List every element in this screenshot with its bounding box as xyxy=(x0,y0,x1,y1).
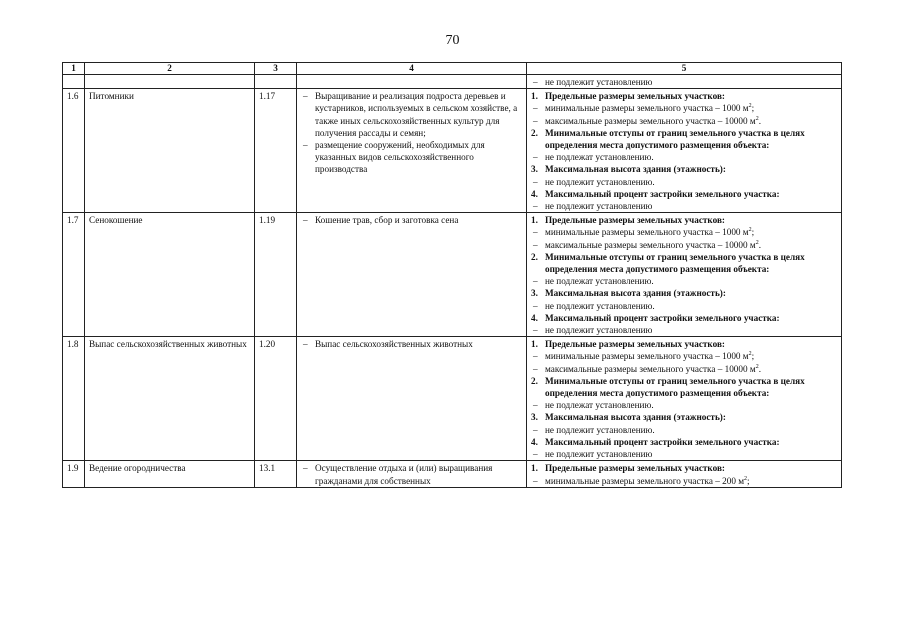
param-heading: Максимальная высота здания (этажность): xyxy=(545,164,726,175)
description-item: – Осуществление отдыха и (или) выращивания гражданами для собственных xyxy=(301,462,522,486)
parameters-cell: 1. Предельные размеры земельных участков: – минимальные размеры земельного участка – 1000 $м^2$; – максимальные размеры земельного участка – 10000 $м^2$. 2. Минимальные отступы от границ земельного участка в целях определения места допустимого размещения объекта: – не подлежат установлению. 3. Максимальная высота здания (этажность): – не подлежит установлению. 4. Максимальный процент застройки земельного участка: – не подлежит установлению xyxy=(527,213,842,337)
param-value: минимальные размеры земельного участка – 1000 м xyxy=(545,227,749,238)
param-value: минимальные размеры земельного участка – 200 м xyxy=(545,475,745,486)
param-value: не подлежит установлению xyxy=(545,449,653,460)
column-header-5: 5 xyxy=(527,63,842,75)
param-value: не подлежит установлению xyxy=(545,325,653,336)
param-value: минимальные размеры земельного участка – 1000 м xyxy=(545,351,749,362)
param-heading: Максимальная высота здания (этажность): xyxy=(545,412,726,423)
param-value: не подлежат установлению. xyxy=(545,276,654,287)
param-heading: Минимальные отступы от границ земельного участка в целях определения места допустимого размещения объекта: xyxy=(545,251,805,275)
row-number: 1.6 xyxy=(63,89,85,213)
row-number: 1.9 xyxy=(63,461,85,487)
column-header-3: 3 xyxy=(255,63,297,75)
param-heading: Максимальная высота здания (этажность): xyxy=(545,288,726,299)
param-value: не подлежат установлению. xyxy=(545,152,654,163)
parameters-cell: 1. Предельные размеры земельных участков: – минимальные размеры земельного участка – 200 $м^2$; xyxy=(527,461,842,487)
land-use-description xyxy=(297,89,527,213)
land-use-code: 1.20 xyxy=(255,337,297,461)
table-row xyxy=(63,461,842,487)
land-use-name: Сенокошение xyxy=(85,213,255,337)
land-use-name: Выпас сельскохозяйственных животных xyxy=(85,337,255,461)
param-heading: Минимальные отступы от границ земельного участка в целях определения места допустимого размещения объекта: xyxy=(545,127,805,151)
land-use-code: 1.17 xyxy=(255,89,297,213)
param-value: максимальные размеры земельного участка – 10000 м xyxy=(545,115,756,126)
param-value: не подлежит установлению. xyxy=(545,424,655,435)
parameters-cell: 1. Предельные размеры земельных участков: – минимальные размеры земельного участка – 1000 $м^2$; – максимальные размеры земельного участка – 10000 $м^2$. 2. Минимальные отступы от границ земельного участка в целях определения места допустимого размещения объекта: – не подлежат установлению. 3. Максимальная высота здания (этажность): – не подлежит установлению. 4. Максимальный процент застройки земельного участка: – не подлежит установлению xyxy=(527,337,842,461)
param-heading: Предельные размеры земельных участков: xyxy=(545,91,725,102)
param-heading: Предельные размеры земельных участков: xyxy=(545,463,725,474)
param-heading: Максимальный процент застройки земельного участка: xyxy=(545,312,780,323)
column-header-1: 1 xyxy=(63,63,85,75)
param-heading: Минимальные отступы от границ земельного участка в целях определения места допустимого размещения объекта: xyxy=(545,375,805,399)
param-value: не подлежит установлению. xyxy=(545,300,655,311)
regulations-table xyxy=(62,62,842,488)
parameters-cell: 1. Предельные размеры земельных участков: – минимальные размеры земельного участка – 1000 $м^2$; – максимальные размеры земельного участка – 10000 $м^2$. 2. Минимальные отступы от границ земельного участка в целях определения места допустимого размещения объекта: – не подлежат установлению. 3. Максимальная высота здания (этажность): – не подлежит установлению. 4. Максимальный процент застройки земельного участка: – не подлежит установлению xyxy=(527,89,842,213)
param-heading: Максимальный процент застройки земельного участка: xyxy=(545,436,780,447)
param-value: максимальные размеры земельного участка – 10000 м xyxy=(545,363,756,374)
land-use-code: 1.19 xyxy=(255,213,297,337)
land-use-name: Ведение огородничества xyxy=(85,461,255,487)
page-number: 70 xyxy=(445,33,460,48)
param-heading: Предельные размеры земельных участков: xyxy=(545,215,725,226)
description-item: – Выпас сельскохозяйственных животных xyxy=(301,338,522,350)
land-use-code: 13.1 xyxy=(255,461,297,487)
table-row xyxy=(63,213,842,337)
param-value: минимальные размеры земельного участка – 1000 м xyxy=(545,103,749,114)
table-row xyxy=(63,337,842,461)
column-header-4: 4 xyxy=(297,63,527,75)
description-item: – размещение сооружений, необходимых для указанных видов сельскохозяйственного производства xyxy=(301,139,522,176)
param-value: не подлежат установлению. xyxy=(545,400,654,411)
continuation-text: – не подлежит установлению xyxy=(531,76,837,88)
param-value: не подлежит установлению. xyxy=(545,176,655,187)
header-row xyxy=(63,63,842,75)
param-value: максимальные размеры земельного участка – 10000 м xyxy=(545,239,756,250)
row-number: 1.8 xyxy=(63,337,85,461)
description-item: – Кошение трав, сбор и заготовка сена xyxy=(301,214,522,226)
description-item: – Выращивание и реализация подроста деревьев и кустарников, используемых в сельском хозяйстве, а также иных сельскохозяйственных культур для получения рассады и семян; xyxy=(301,90,522,139)
param-heading: Максимальный процент застройки земельного участка: xyxy=(545,188,780,199)
param-heading: Предельные размеры земельных участков: xyxy=(545,339,725,350)
continuation-row xyxy=(63,75,842,89)
land-use-description xyxy=(297,337,527,461)
table-row xyxy=(63,89,842,213)
land-use-description xyxy=(297,213,527,337)
land-use-description xyxy=(297,461,527,487)
land-use-name: Питомники xyxy=(85,89,255,213)
param-value: не подлежит установлению xyxy=(545,201,653,212)
column-header-2: 2 xyxy=(85,63,255,75)
row-number: 1.7 xyxy=(63,213,85,337)
